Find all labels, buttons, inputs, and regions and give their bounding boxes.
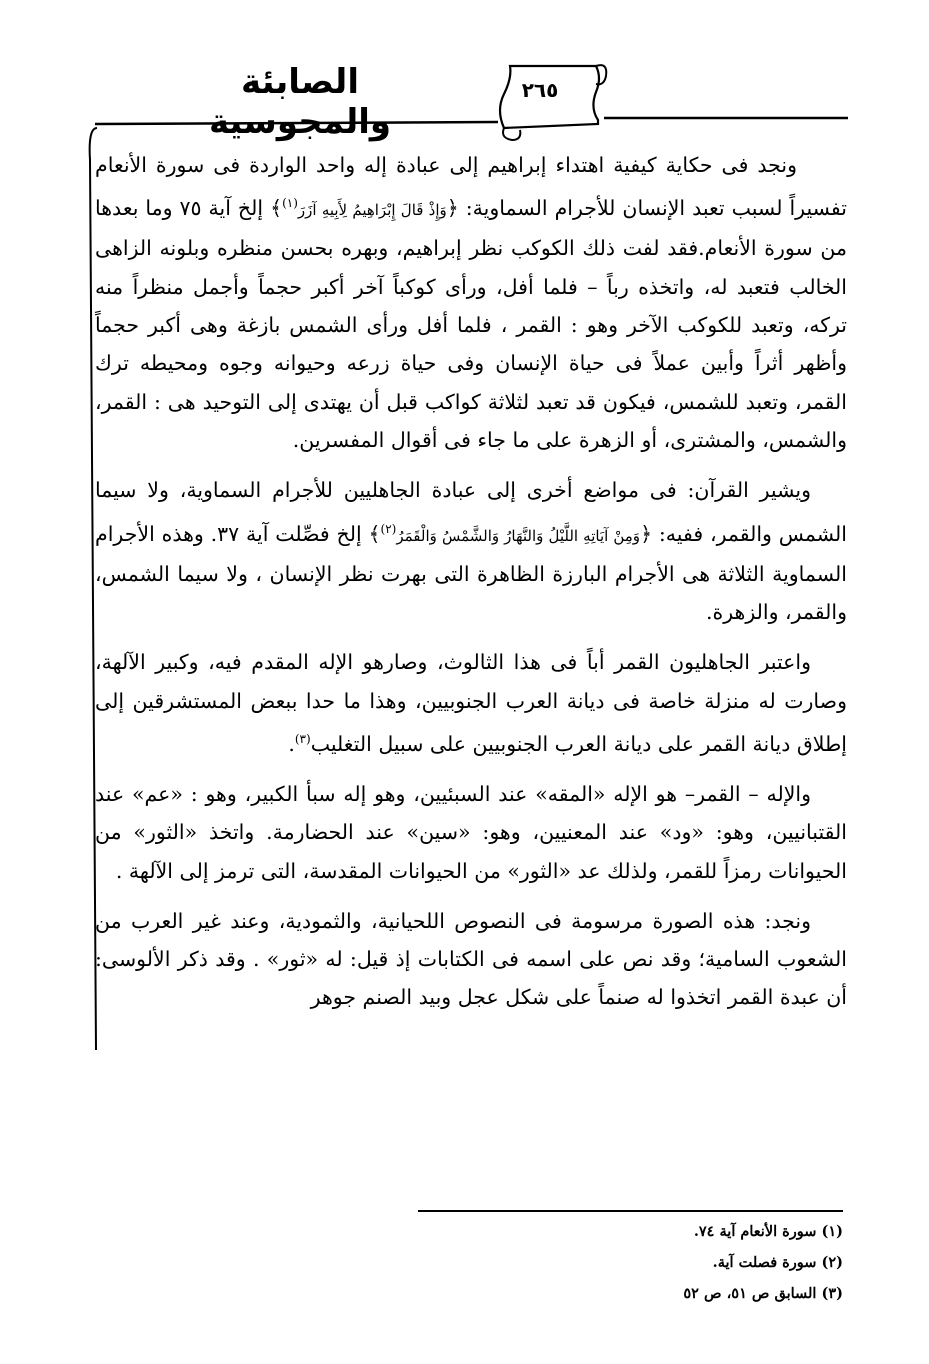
footnote-ref: (١) — [282, 196, 298, 211]
page-title: الصابئة والمجوسية — [208, 62, 392, 142]
footnote-1: (١) سورة الأنعام آية ٧٤. — [693, 1223, 843, 1240]
footnote-ref: (٣) — [294, 731, 311, 746]
footnote-divider — [418, 1210, 843, 1212]
footnotes — [418, 1216, 843, 1309]
page-number: ٢٦٥ — [521, 78, 559, 102]
footnote-2: (٢) سورة فصلت آية. — [712, 1254, 843, 1271]
page-number-scroll — [490, 58, 614, 144]
quran-verse: وَمِنْ آيَاتِهِ اللَّيْلُ وَالنَّهَارُ وَالشَّمْسُ وَالْقَمَرُ — [396, 526, 641, 545]
quran-verse: وَإِذْ قَالَ إِبْرَاهِيمُ لِأَبِيهِ آزَرَ — [297, 201, 447, 220]
paragraph: ويشير القرآن: فى مواضع أخرى إلى عبادة الجاهليين للأجرام السماوية، ولا سيما الشمس والقمر، ففيه: ﴿وَمِنْ آيَاتِهِ اللَّيْلُ وَالنَّهَارُ وَالشَّمْسُ وَالْقَمَرُ$^{(٢)}$﴾ إلخ فصِّلت آية ٣٧. وهذه الأجرام السماوية الثلاثة هى الأجرام البارزة الظاهرة التى بهرت نظر الإنسان ، ولا سيما الشمس، والقمر، والزهرة. — [95, 478, 847, 624]
footnote-3: (٣) السابق ص ٥١، ص ٥٢ — [683, 1285, 843, 1302]
paragraph: ونجد: هذه الصورة مرسومة فى النصوص اللحيانية، والثمودية، وعند غير العرب من الشعوب السامية؛ وقد نص على اسمه فى الكتابات إذ قيل: له «ثور» . وقد ذكر الألوسى: أن عبدة القمر اتخذوا له صنماً على شكل عجل وبيد الصنم جوهر — [95, 908, 847, 1010]
paragraph: ونجد فى حكاية كيفية اهتداء إبراهيم إلى عبادة إله واحد الواردة فى سورة الأنعام تفسيراً لسبب تعبد الإنسان للأجرام السماوية: ﴿وَإِذْ قَالَ إِبْرَاهِيمُ لِأَبِيهِ آزَرَ$^{(١)}$﴾ إلخ آية ٧٥ وما بعدها من سورة الأنعام.فقد لفت ذلك الكوكب نظر إبراهيم، وبهره بحسن منظره وبلونه الزاهى الخالب فتعبد له، واتخذه رباً – فلما أفل، ورأى كوكباً آخر أكبر حجماً وأجمل منظراً منه تركه، وتعبد للكوكب الآخر وهو : القمر ، فلما أفل ورأى الشمس بازغة وهى أكبر حجماً وأظهر أثراً وأبين عملاً فى حياة الإنسان وفى حياة زرعه وحيوانه وجوه ومحيطه ترك القمر، وتعبد للشمس، فيكون قد تعبد لثلاثة كواكب قبل أن يهتدى إلى التوحيد هى : القمر، والشمس، والمشترى، أو الزهرة على ما جاء فى أقوال المفسرين. — [95, 153, 847, 452]
paragraph: والإله – القمر– هو الإله «المقه» عند السبئيين، وهو إله سبأ الكبير، وهو : «عم» عند القتبانيين، وهو: «ود» عند المعنيين، وهو: «سين» عند الحضارمة. واتخذ «الثور» من الحيوانات رمزاً للقمر، ولذلك عد «الثور» من الحيوانات المقدسة، التى ترمز إلى الآلهة . — [95, 781, 847, 883]
footnote-ref: (٢) — [380, 521, 397, 536]
paragraph: واعتبر الجاهليون القمر أباً فى هذا الثالوث، وصارهو الإله المقدم فيه، وكبير الآلهة، وصارت له منزلة خاصة فى ديانة العرب الجنوبيين، وهذا ما حدا ببعض المستشرقين إلى إطلاق ديانة القمر على ديانة العرب الجنوبيين على سبيل التغليب$^{(٣)}$. — [95, 650, 847, 756]
body-text — [95, 146, 847, 1029]
